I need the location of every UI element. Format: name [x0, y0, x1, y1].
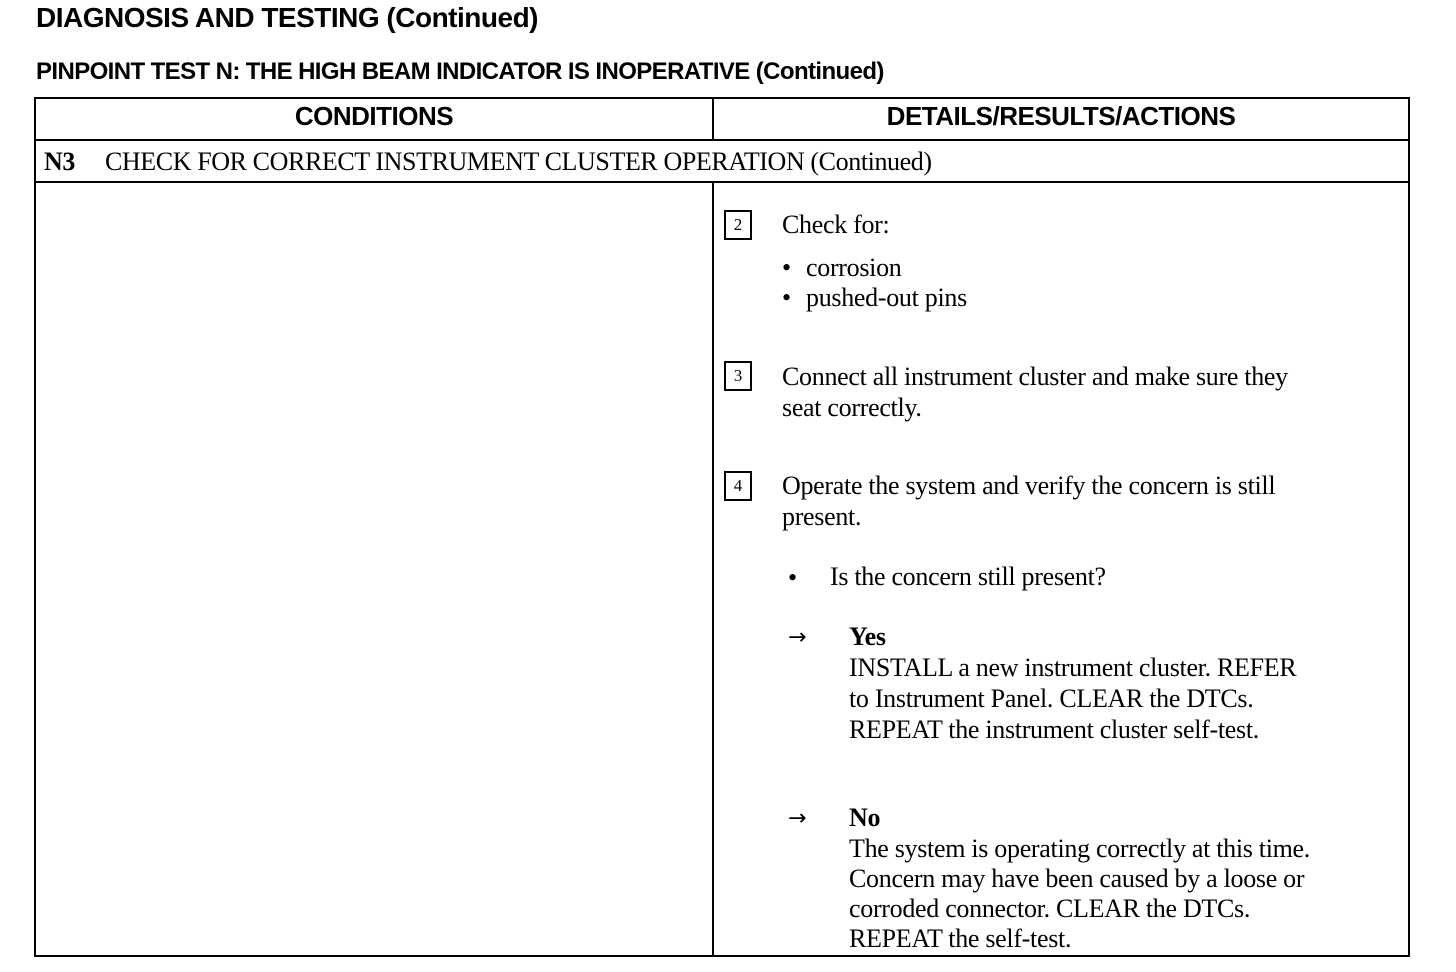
yes-action-line: REPEAT the instrument cluster self-test. — [849, 715, 1259, 744]
step-number-box-4: 4 — [724, 471, 752, 501]
no-label: No — [849, 803, 881, 832]
right-arrow-icon: → — [788, 625, 807, 650]
bullet-icon: • — [782, 283, 792, 312]
step-number-box-3: 3 — [724, 361, 752, 391]
step-4-question: Is the concern still present? — [830, 562, 1106, 591]
no-action-line: REPEAT the self-test. — [849, 924, 1072, 953]
no-action-line: corroded connector. CLEAR the DTCs. — [849, 894, 1251, 923]
step-4-line-1: Operate the system and verify the concern is still — [782, 471, 1276, 500]
no-action-line: The system is operating correctly at this time. — [849, 834, 1310, 863]
yes-action-line: to Instrument Panel. CLEAR the DTCs. — [849, 684, 1254, 713]
bullet-item: pushed-out pins — [806, 283, 967, 312]
bullet-item: corrosion — [806, 253, 902, 282]
step-code: N3 — [44, 147, 75, 176]
no-action-line: Concern may have been caused by a loose or — [849, 864, 1305, 893]
yes-label: Yes — [849, 622, 886, 651]
step-2-text: Check for: — [782, 210, 890, 239]
details-column-header: DETAILS/RESULTS/ACTIONS — [886, 101, 1236, 131]
step-3-line-2: seat correctly. — [782, 393, 922, 422]
diagnosis-table — [34, 97, 1410, 957]
step-title: CHECK FOR CORRECT INSTRUMENT CLUSTER OPERATION (Continued) — [104, 147, 932, 176]
page-title: DIAGNOSIS AND TESTING (Continued) — [36, 2, 538, 33]
step-row — [44, 147, 932, 177]
step-3-line-1: Connect all instrument cluster and make sure they — [782, 362, 1288, 391]
bullet-icon: • — [782, 253, 792, 282]
step-row-divider — [36, 181, 1408, 183]
bullet-icon: • — [788, 563, 798, 592]
step-4-line-2: present. — [782, 502, 862, 531]
conditions-column-header: CONDITIONS — [294, 101, 454, 131]
column-divider-body — [712, 182, 714, 955]
step-number-box-2: 2 — [724, 210, 752, 240]
header-row-divider — [36, 139, 1408, 141]
yes-action-line: INSTALL a new instrument cluster. REFER — [849, 653, 1297, 682]
pinpoint-test-title: PINPOINT TEST N: THE HIGH BEAM INDICATOR IS INOPERATIVE (Continued) — [36, 58, 884, 85]
right-arrow-icon: → — [788, 806, 807, 831]
